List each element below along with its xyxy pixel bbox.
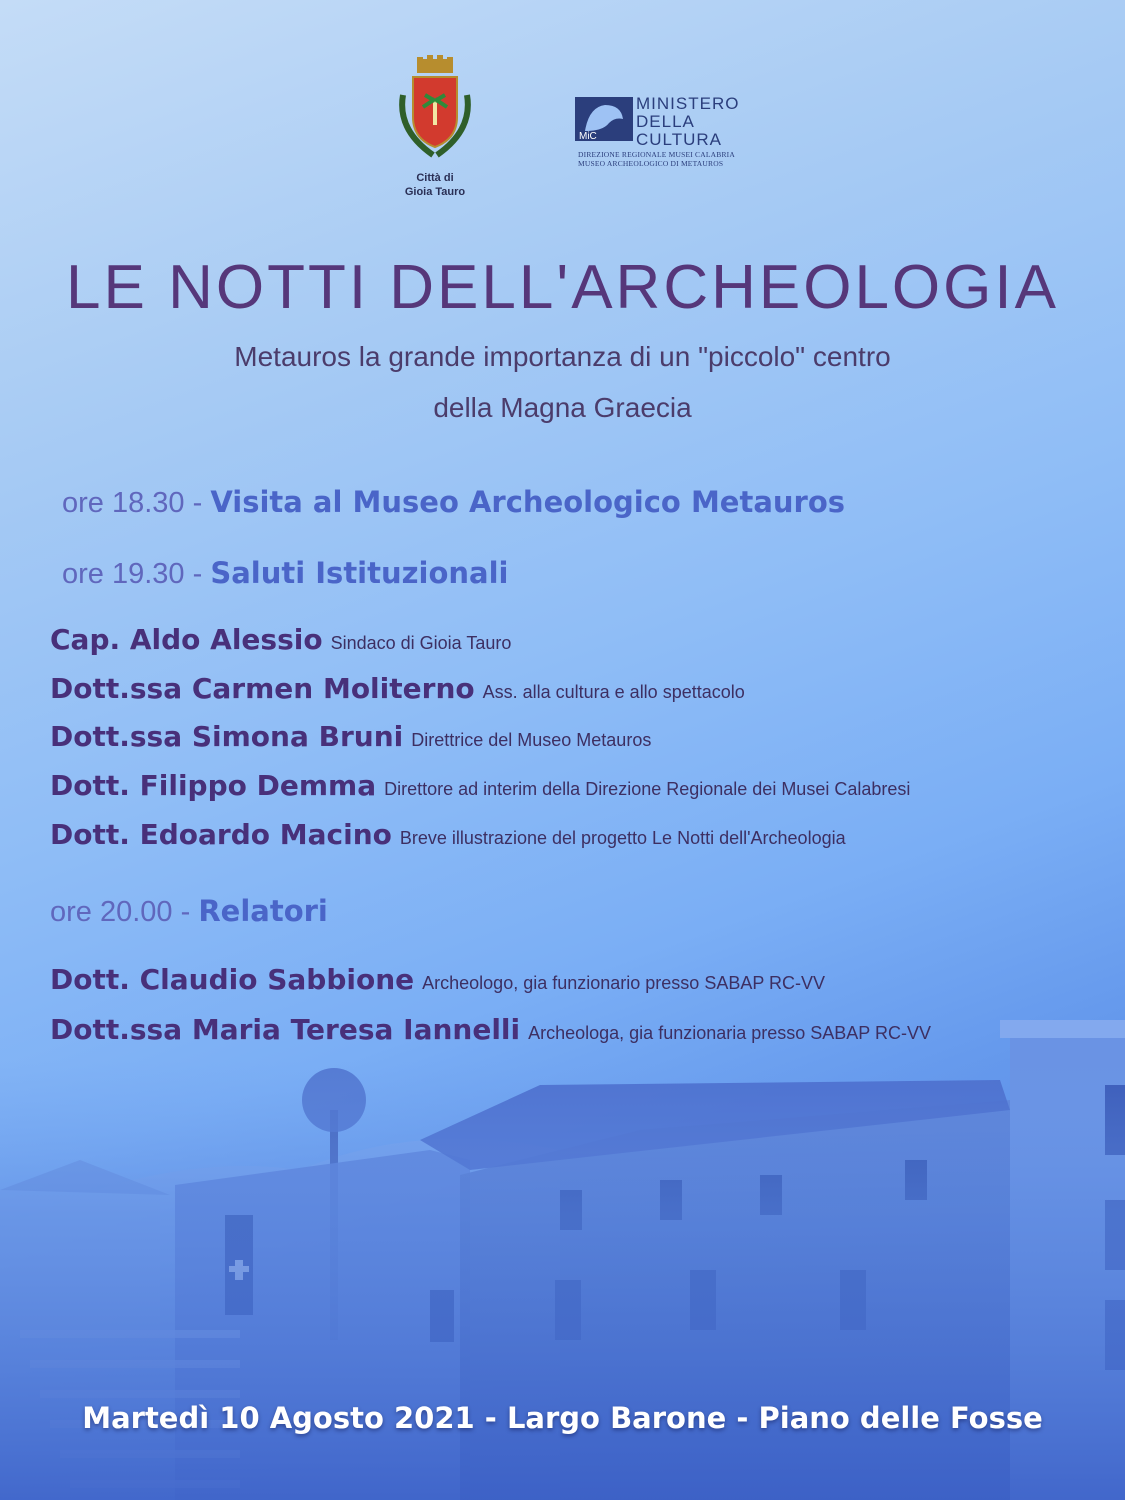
speaker-row	[50, 620, 511, 664]
mic-emblem-icon	[575, 97, 633, 141]
speaker-role: Direttore ad interim della Direzione Regionale dei Musei Calabresi	[384, 779, 911, 799]
speaker-row	[50, 815, 846, 859]
ministero-line2: DELLA	[636, 112, 695, 131]
speaker-role: Direttrice del Museo Metauros	[411, 730, 652, 750]
comune-coat-of-arms-icon	[395, 55, 475, 165]
schedule-item-1830	[62, 484, 845, 521]
speaker-role: Archeologa, gia funzionaria presso SABAP RC-VV	[528, 1023, 931, 1043]
speaker-name: Dott. Edoardo Macino	[50, 818, 392, 851]
schedule-time: ore 20.00 -	[50, 896, 199, 928]
speaker-name: Dott. Filippo Demma	[50, 769, 377, 802]
schedule-time: ore 18.30 -	[62, 487, 211, 519]
speaker-row	[50, 960, 825, 1004]
speaker-role: Ass. alla cultura e allo spettacolo	[482, 682, 745, 702]
event-subtitle-line2: della Magna Graecia	[433, 392, 692, 423]
speaker-row	[50, 1010, 931, 1054]
schedule-time: ore 19.30 -	[62, 558, 211, 590]
event-title: LE NOTTI DELL'ARCHEOLOGIA	[66, 253, 1059, 322]
schedule-event: Visita al Museo Archeologico Metauros	[210, 485, 846, 519]
speaker-name: Cap. Aldo Alessio	[50, 623, 323, 656]
speaker-row	[50, 669, 745, 713]
ministero-line3: CULTURA	[636, 130, 723, 149]
speaker-row	[50, 766, 910, 810]
speaker-row	[50, 717, 651, 761]
speaker-name: Dott.ssa Carmen Moliterno	[50, 672, 475, 705]
ministero-logo	[575, 95, 750, 170]
schedule-event: Saluti Istituzionali	[210, 556, 509, 590]
speaker-role: Archeologo, gia funzionario presso SABAP RC-VV	[422, 973, 826, 993]
comune-caption-line1: Città di	[416, 172, 454, 184]
schedule-item-1930	[62, 555, 508, 592]
speaker-name: Dott.ssa Simona Bruni	[50, 720, 404, 753]
schedule-item-2000	[50, 893, 328, 930]
speaker-name: Dott. Claudio Sabbione	[50, 963, 415, 996]
speaker-role: Breve illustrazione del progetto Le Notti dell'Archeologia	[399, 828, 846, 848]
event-date-location: Martedì 10 Agosto 2021 - Largo Barone - Piano delle Fosse	[82, 1401, 1043, 1435]
mic-emblem-mark: MiC	[579, 131, 597, 141]
comune-logo	[395, 55, 475, 199]
speaker-name: Dott.ssa Maria Teresa Iannelli	[50, 1013, 521, 1046]
ministero-line1: MINISTERO	[636, 94, 740, 113]
comune-caption-line2: Gioia Tauro	[404, 186, 466, 198]
ministero-sub2: MUSEO ARCHEOLOGICO DI METAUROS	[578, 159, 724, 168]
event-subtitle-line1: Metauros la grande importanza di un "piccolo" centro	[234, 341, 891, 372]
ministero-sub1: DIREZIONE REGIONALE MUSEI CALABRIA	[578, 150, 735, 159]
speaker-role: Sindaco di Gioia Tauro	[330, 633, 512, 653]
schedule-event: Relatori	[198, 894, 328, 928]
